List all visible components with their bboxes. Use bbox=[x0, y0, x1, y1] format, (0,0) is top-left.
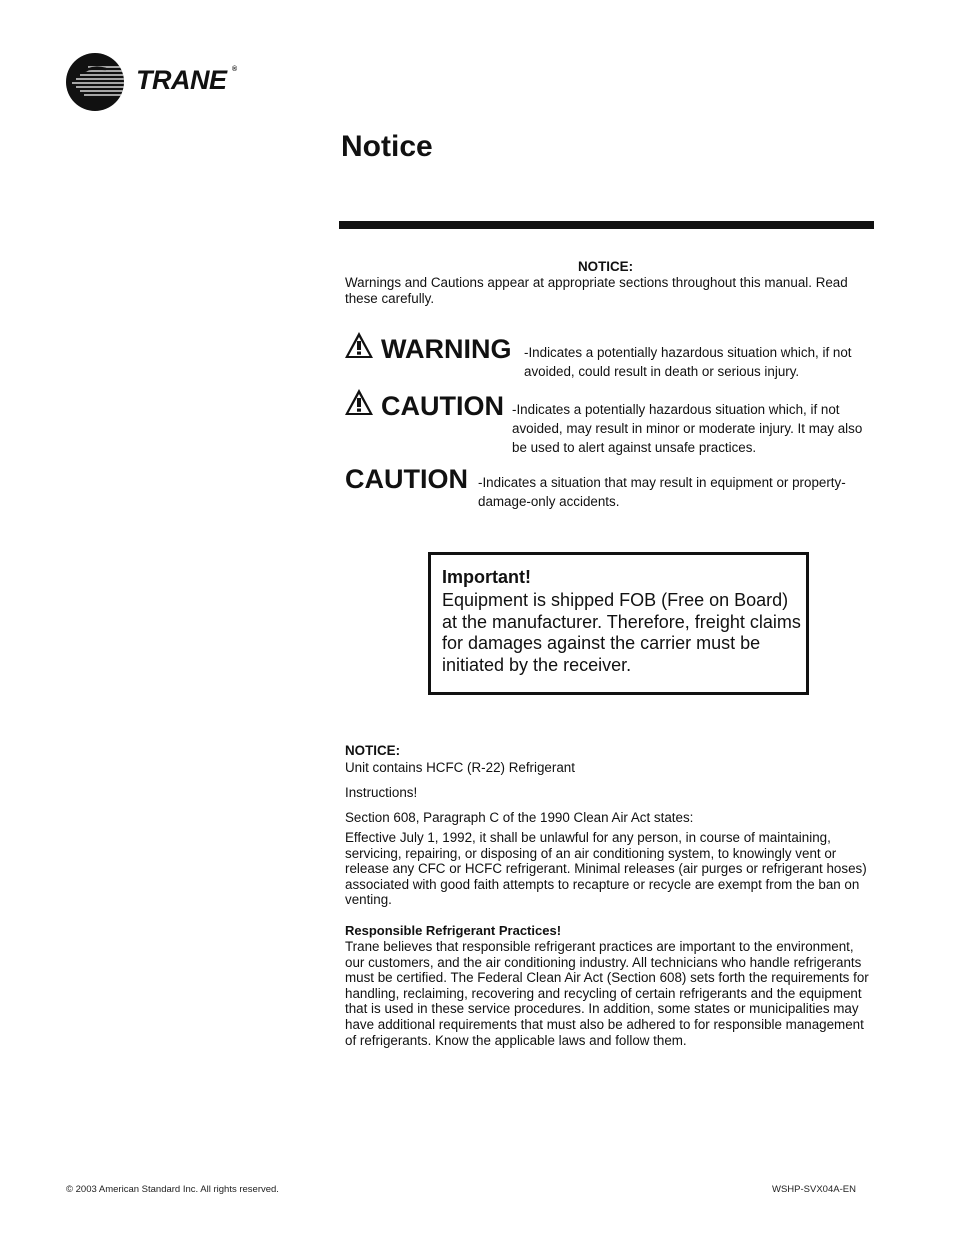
caution-symbol-label: CAUTION bbox=[381, 391, 504, 421]
responsible-practices-heading: Responsible Refrigerant Practices! bbox=[345, 923, 562, 938]
warning-triangle-icon bbox=[344, 331, 374, 359]
footer-document-code: WSHP-SVX04A-EN bbox=[772, 1184, 856, 1195]
title-rule bbox=[339, 221, 874, 229]
notice-heading: NOTICE: bbox=[578, 259, 634, 274]
page-title: Notice bbox=[341, 130, 433, 163]
important-box bbox=[428, 552, 809, 695]
refrigerant-notice-line: Instructions! bbox=[345, 785, 418, 800]
refrigerant-notice-line: Section 608, Paragraph C of the 1990 Clean Air Act states: bbox=[345, 810, 694, 825]
important-title: Important! bbox=[442, 567, 531, 587]
refrigerant-notice-line: Unit contains HCFC (R-22) Refrigerant bbox=[345, 760, 575, 775]
logo-wordmark: TRANE bbox=[136, 65, 227, 95]
clean-air-act-paragraph: Effective July 1, 1992, it shall be unlawful for any person, in course of maintaining, servicing, repairing, or disposing of an air conditioning system, to knowingly vent or release any CFC or HCFC refrigerant. Minimal releases (air purges or refrigerant hoses) associated with good faith attempts to recapture or recycle are exempt from the ban on venting. bbox=[345, 830, 867, 908]
notice-body: Warnings and Cautions appear at appropriate sections throughout this manual. Read these carefully. bbox=[345, 275, 848, 306]
caution-plain-label: CAUTION bbox=[345, 464, 468, 494]
warning-label: WARNING bbox=[381, 334, 512, 364]
refrigerant-notice-heading: NOTICE: bbox=[345, 743, 401, 758]
trane-logo bbox=[66, 52, 246, 112]
caution-symbol-description: -Indicates a potentially hazardous situation which, if not avoided, may result in minor or moderate injury. It may also be used to alert against unsafe practices. bbox=[512, 402, 863, 455]
responsible-practices-paragraph: Trane believes that responsible refrigerant practices are important to the environment, our customers, and the air conditioning industry. All technicians who handle refrigerants must be certified. The Federal Clean Air Act (Section 608) sets forth the requirements for handling, reclaiming, recovering and recycling of certain refrigerants and the equipment that is used in these service procedures. In addition, some states or municipalities may have additional requirements that must also be adhered to for responsible management of refrigerants. Know the applicable laws and follow them. bbox=[345, 939, 869, 1048]
warning-description: -Indicates a potentially hazardous situation which, if not avoided, could result in death or serious injury. bbox=[524, 345, 852, 379]
caution-triangle-icon bbox=[344, 388, 374, 416]
caution-plain-description: -Indicates a situation that may result in equipment or property-damage-only accidents. bbox=[478, 475, 846, 509]
footer-copyright: © 2003 American Standard Inc. All rights reserved. bbox=[66, 1184, 279, 1195]
logo-registered-mark: ® bbox=[232, 66, 238, 73]
trane-logo-mark-icon bbox=[66, 52, 126, 112]
important-text: Equipment is shipped FOB (Free on Board) at the manufacturer. Therefore, freight claims for damages against the carrier must be initiated by the receiver. bbox=[442, 590, 801, 675]
